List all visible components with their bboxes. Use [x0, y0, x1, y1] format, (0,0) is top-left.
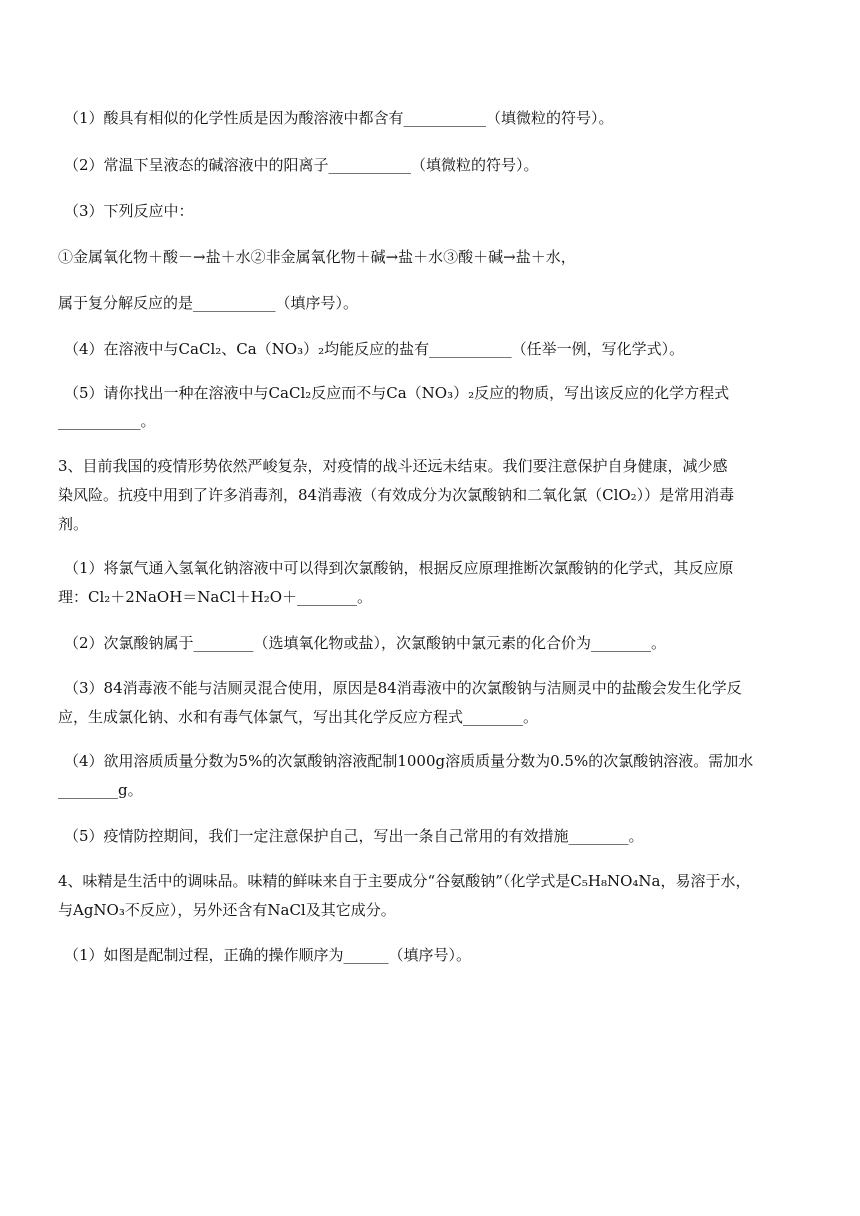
q2-part3-intro: （3）下列反应中： — [64, 202, 194, 220]
q3-part5: （5）疫情防控期间，我们一定注意保护自己，写出一条自己常用的有效措施________。 — [64, 827, 644, 845]
q2-part5: （5）请你找出一种在溶液中与CaCl₂反应而不与Ca（NO₃）₂反应的物质，写出该反应的化学方程式 — [64, 384, 730, 402]
q3-stem-line3: 剂。 — [58, 515, 89, 533]
q3-stem-line2: 染风险。抗疫中用到了许多消毒剂，84消毒液（有效成分为次氯酸钠和二氧化氯（ClO₂））是常用消毒 — [58, 486, 735, 504]
q3-part4-line1: （4）欲用溶质质量分数为5%的次氯酸钠溶液配制1000g溶质质量分数为0.5%的次氯酸钠溶液。需加水 — [64, 752, 754, 770]
q2-part3-reactions: ①金属氧化物＋酸－→盐＋水②非金属氧化物＋碱→盐＋水③酸＋碱→盐＋水， — [58, 248, 576, 266]
q2-part2: （2）常温下呈液态的碱溶液中的阳离子___________（填微粒的符号）。 — [64, 156, 539, 174]
q4-part1: （1）如图是配制过程，正确的操作顺序为______（填序号）。 — [64, 946, 472, 964]
q2-part5-blank: ___________。 — [58, 412, 156, 430]
q3-stem-line1: 3、目前我国的疫情形势依然严峻复杂，对疫情的战斗还远未结束。我们要注意保护自身健康，减少感 — [58, 457, 728, 475]
q3-part2: （2）次氯酸钠属于________（选填氧化物或盐），次氯酸钠中氯元素的化合价为________。 — [64, 634, 667, 652]
q3-part1-line1: （1）将氯气通入氢氧化钠溶液中可以得到次氯酸钠，根据反应原理推断次氯酸钠的化学式，其反应原 — [64, 559, 734, 577]
q3-part1-line2: 理：Cl₂＋2NaOH＝NaCl＋H₂O＋________。 — [58, 588, 373, 606]
q2-part3-question: 属于复分解反应的是___________（填序号）。 — [58, 294, 359, 312]
q4-stem-line1: 4、味精是生活中的调味品。味精的鲜味来自于主要成分“谷氨酸钠”（化学式是C₅H₈NO₄Na，易溶于水， — [58, 872, 751, 890]
q3-part3-line2: 应，生成氯化钠、水和有毒气体氯气，写出其化学反应方程式________。 — [58, 708, 539, 726]
q2-part1: （1）酸具有相似的化学性质是因为酸溶液中都含有___________（填微粒的符号）。 — [64, 109, 614, 127]
q2-part4: （4）在溶液中与CaCl₂、Ca（NO₃）₂均能反应的盐有___________（任举一例，写化学式）。 — [64, 340, 685, 358]
q4-stem-line2: 与AgNO₃不反应），另外还含有NaCl及其它成分。 — [58, 901, 396, 919]
q3-part3-line1: （3）84消毒液不能与洁厕灵混合使用，原因是84消毒液中的次氯酸钠与洁厕灵中的盐酸会发生化学反 — [64, 679, 742, 697]
q3-part4-line2: ________g。 — [58, 781, 143, 799]
